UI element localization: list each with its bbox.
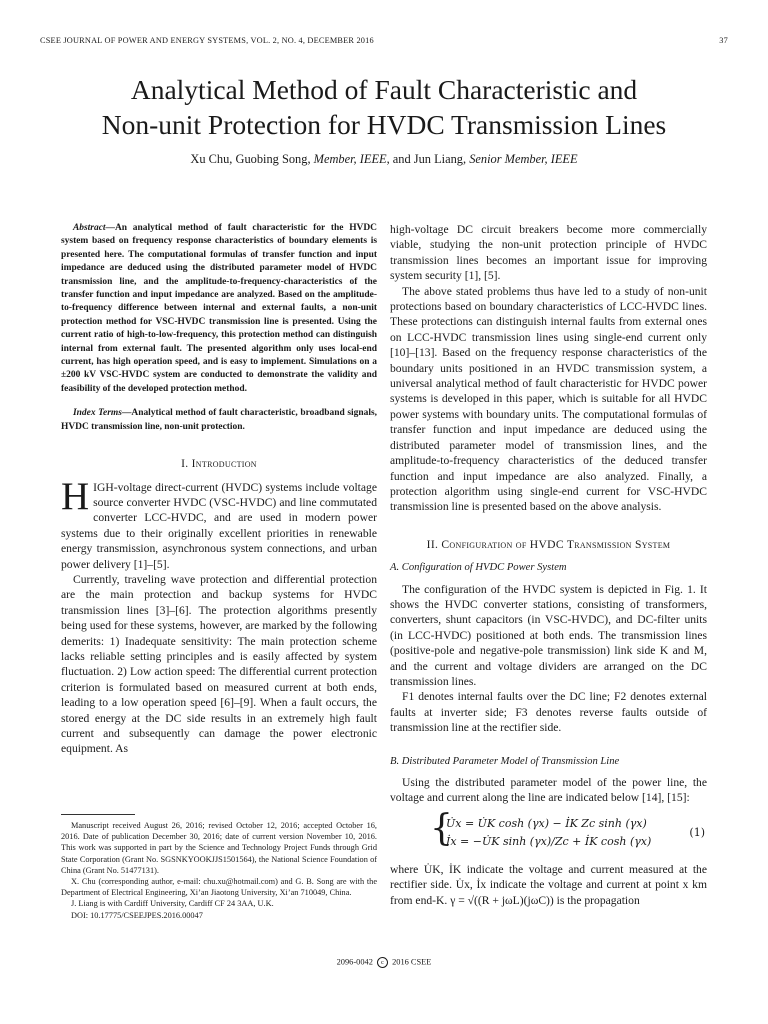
intro-paragraph-1 [61,474,377,572]
equation-number: (1) [689,825,705,839]
intro-paragraph-3: The above stated problems thus have led to a study of non-unit protections based on boundary characteristics of LCC-HVDC lines. These protections can distinguish internal faults from external ones on LCC-HVDC transmission lines using single-end current only [10]–[13]. Based on the frequency response characteristics of the boundary units positioned in an HVDC transmission system, a universal analytical method of fault characteristic for HVDC power systems is developed in this paper, which is suitable for all HVDC power systems with boundary units. The computational formulas of transfer function and input impedance are deduced using the distributed parameter model of transmission lines, and the amplitude-to-frequency characteristics of the deduced transfer function and input impedance are also analyzed. Finally, a protection algorithm using single-end current for VSC-HVDC transmission line is presented based on the above analysis. [390,284,707,514]
subsection-heading-a: A. Configuration of HVDC Power System [390,562,567,574]
abstract [61,222,377,396]
footnote-author-affiliation: X. Chu (corresponding author, e-mail: chu.xu@hotmail.com) and G. B. Song are with the Department of Electrical Engineering, Xi’an Jiaotong University, Xi’an 710049, China. [61,877,377,898]
equation-line-1: U̇x = U̇K cosh (γx) − İK Zc sinh (γx) [446,816,647,830]
right-column [390,222,707,908]
config-paragraph-1: The configuration of the HVDC system is depicted in Fig. 1. It shows the HVDC converter stations, consisting of transformers, converters, shunt capacitors (in VSC-HVDC), and DC-filter units (in LCC-HVDC) positioned at both ends. The transmission lines (positive-pole and negative-pole transmission) link side K and M, and the current and voltage dividers are arranged on the DC transmission lines. [390,582,707,688]
abstract-text: —An analytical method of fault characteristic for the HVDC system based on frequency response characteristics of boundary elements is presented here. The computational formulas of transfer function and input impedance are deduced using the distributed parameter model of HVDC transmission line, and the amplitude-to-frequency-characteristics of the transfer function and input impedance are analyzed. Based on the amplitude-to-frequency difference between internal and external faults, a non-unit protection method for VSC-HVDC transmission line is presented. Using the current ratio of high-to-low-frequency, this protection method can distinguish internal from external fault. The presented algorithm only uses local-end current, has high operation speed, and is easy to implement. Simulations on a ±200 kV VSC-HVDC system are conducted to demonstrate the validity and feasibility of the developed protection method. [61,223,377,394]
drop-cap: H [61,474,90,518]
intro-continued-paragraph: high-voltage DC circuit breakers become more commercially viable, studying the non-unit protection principle of HVDC transmission lines becomes an important issue for improving system security [1], [5]. [390,223,707,283]
footnote-manuscript: Manuscript received August 26, 2016; revised October 12, 2016; accepted October 16, 2016. Date of publication December 30, 2016; date of current version November 10, 2016. This work was supported in part by the Science and Technology Project Funds through Grid State Corporation (Grant No. SGSNKYOOKJJS1501564), the National Science Foundation of China (Grant No. 51477131). [61,821,377,875]
index-terms [61,407,377,434]
page-header [40,36,728,50]
author-role-2: Senior Member, IEEE [469,152,578,166]
paper-title [30,72,738,142]
model-paragraph-1: Using the distributed parameter model of the power line, the voltage and current along the line are indicated below [14], [15]: [390,776,707,805]
index-terms-label: Index Terms [73,408,122,419]
section-heading-configuration: II. Configuration of HVDC Transmission System [426,537,671,551]
footnote-rule [61,814,135,815]
left-column [61,222,377,757]
equation-line-2: İx = −U̇K sinh (γx)/Zc + İK cosh (γx) [446,834,652,848]
title-line-2: Non-unit Protection for HVDC Transmission Lines [101,109,667,140]
copyright-year-org: 2016 CSEE [392,957,432,967]
footnote-liang: J. Liang is with Cardiff University, Cardiff CF 24 3AA, U.K. [71,899,274,909]
footnote-doi: DOI: 10.17775/CSEEJPES.2016.00047 [71,910,203,920]
author-names-2: , and Jun Liang, [386,152,470,166]
page-number: 37 [719,36,728,45]
issn: 2096-0042 [336,957,373,967]
footnotes [61,820,377,921]
intro-paragraph-2: Currently, traveling wave protection and differential protection are the main protection and backup systems for HVDC transmission lines [3]–[6]. The protection algorithms presently being used for these systems, however, are marked by the following demerits: 1) Inadequate sensitivity: The main protection scheme lacks reliable setting principles and is easily affected by system fluctuation. 2) Low action speed: The differential current protection criterion is formulated based on measured current at both ends, leading to a low operation speed [6]–[9]. When a fault occurs, the stored energy at the DC side results in an extremely high fault current and subsequently can damage the power electronic equipment. As [61,572,377,756]
model-paragraph-2: where U̇K, İK indicate the voltage and current measured at the rectifier side. U̇x, İx indicate the voltage and current at point x km from end-K. γ = √((R + jωL)(jωC)) is the propagation [390,862,707,907]
subsection-heading-b: B. Distributed Parameter Model of Transmission Line [390,755,620,767]
running-head: CSEE JOURNAL OF POWER AND ENERGY SYSTEMS, VOL. 2, NO. 4, DECEMBER 2016 [40,36,374,45]
author-names-1: Xu Chu, Guobing Song, [190,152,314,166]
copyright-icon: c [377,957,388,968]
title-line-1: Analytical Method of Fault Characteristic and [130,74,638,105]
config-paragraph-2: F1 denotes internal faults over the DC line; F2 denotes external faults at inverter side; F3 denotes reverse faults outside of transmission line at the rectifier side. [390,690,707,735]
intro-paragraph-1-text: IGH-voltage direct-current (HVDC) systems include voltage source converter HVDC (VSC-HVDC) and line commutated converter LCC-HVDC, and are used in modern power systems due to their originally excellent priorities in renewable energy transmission, asynchronous system connections, and urban power delivery [1]–[5]. [61,480,377,571]
index-terms-text: —Analytical method of fault characteristic, broadband signals, HVDC transmission line, non-unit protection. [61,408,378,432]
equation-1 [390,807,707,856]
equation-brace: { [430,807,453,849]
page-footer [0,957,768,968]
section-heading-introduction: I. Introduction [181,457,257,471]
author-line [30,152,738,167]
abstract-label: Abstract [73,223,106,233]
author-role-1: Member, IEEE [313,152,387,166]
